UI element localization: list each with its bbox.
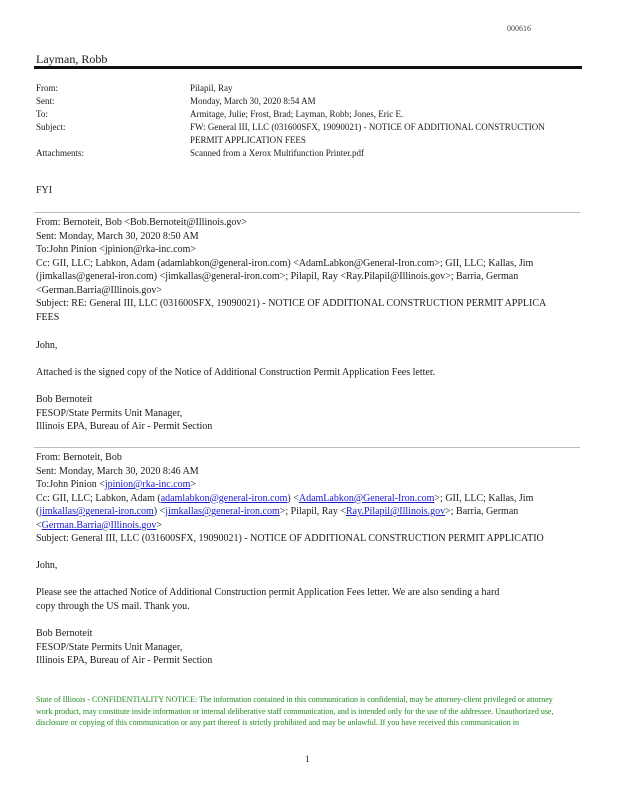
cc-text: >; Barria, German bbox=[445, 506, 519, 517]
cc-text: < bbox=[36, 519, 42, 531]
msg1-signature-title: FESOP/State Permits Unit Manager, bbox=[36, 407, 183, 419]
email-link[interactable]: AdamLabkon@General-Iron.com bbox=[298, 492, 435, 504]
msg2-signature-title: FESOP/State Permits Unit Manager, bbox=[36, 641, 183, 653]
msg2-cc-line2 bbox=[36, 505, 518, 519]
msg1-subject-line1: Subject: RE: General III, LLC (031600SFX, 19090021) - NOTICE OF ADDITIONAL CONSTRUCTION PERMIT APPLICA bbox=[36, 298, 547, 309]
email-link[interactable]: jimkallas@general-iron.com bbox=[39, 506, 154, 517]
mailbox-owner-name: Layman, Robb bbox=[36, 52, 108, 66]
sent-value: Monday, March 30, 2020 8:54 AM bbox=[190, 96, 316, 106]
attachment-file[interactable]: Scanned from a Xerox Multifunction Printer.pdf bbox=[190, 148, 364, 158]
email-link[interactable]: German.Barria@Illinois.gov bbox=[41, 519, 157, 531]
msg1-cc-line3: <German.Barria@Illinois.gov> bbox=[36, 284, 163, 296]
cc-text: >; GII, LLC; Kallas, Jim bbox=[434, 492, 534, 504]
msg2-body-line1: Please see the attached Notice of Additional Construction permit Application Fees letter. We are also sending a hard bbox=[36, 587, 500, 598]
email-link[interactable]: Ray.Pilapil@Illinois.gov bbox=[346, 506, 446, 517]
msg1-body: Attached is the signed copy of the Notice of Additional Construction Permit Application Fees letter. bbox=[36, 367, 436, 378]
confidentiality-notice: State of Illinois - CONFIDENTIALITY NOTICE: The information contained in this communication is confidential, may be attorney-client privileged or attorney work product, may constitute inside information or internal deliberative staff communication, and is intended only for the use of the addressee. Unauthorized use, disclosure or copying of this communication or any part thereof is strictly prohibited and may be unlawful. If you have received this communication in bbox=[36, 695, 554, 727]
to-value: Armitage, Julie; Frost, Brad; Layman, Robb; Jones, Eric E. bbox=[190, 109, 404, 119]
subject-value-line2: PERMIT APPLICATION FEES bbox=[190, 135, 306, 145]
message-separator bbox=[34, 447, 580, 448]
from-value: Pilapil, Ray bbox=[190, 83, 233, 93]
msg1-subject-line2: FEES bbox=[36, 311, 60, 323]
from-label: From: bbox=[36, 83, 59, 93]
msg2-body-line2: copy through the US mail. Thank you. bbox=[36, 600, 190, 612]
msg1-sent: Sent: Monday, March 30, 2020 8:50 AM bbox=[36, 230, 199, 242]
msg2-cc-line1 bbox=[36, 492, 533, 506]
msg2-sent: Sent: Monday, March 30, 2020 8:46 AM bbox=[36, 465, 199, 477]
msg2-to-suffix: > bbox=[190, 479, 197, 490]
to-label: To: bbox=[36, 109, 48, 119]
cc-text: ) < bbox=[153, 506, 166, 517]
email-link[interactable]: adamlabkon@general-iron.com bbox=[160, 492, 288, 504]
header-rule bbox=[34, 66, 582, 69]
msg2-signature-org: Illinois EPA, Bureau of Air - Permit Section bbox=[36, 655, 213, 666]
msg1-from: From: Bernoteit, Bob <Bob.Bernoteit@Illinois.gov> bbox=[36, 217, 248, 228]
cc-text: > bbox=[156, 519, 163, 531]
msg2-greeting: John, bbox=[36, 560, 58, 571]
cc-text: >; Pilapil, Ray < bbox=[279, 506, 347, 517]
msg1-to: To:John Pinion <jpinion@rka-inc.com> bbox=[36, 244, 197, 255]
msg2-to-prefix: To:John Pinion < bbox=[36, 479, 105, 490]
msg1-cc-line1: Cc: GII, LLC; Labkon, Adam (adamlabkon@general-iron.com) <AdamLabkon@General-Iron.com>; GII, LLC; Kallas, Jim bbox=[36, 257, 534, 269]
document-number: 000616 bbox=[507, 24, 531, 33]
page-number: 1 bbox=[305, 754, 310, 764]
email-link[interactable]: jimkallas@general-iron.com bbox=[165, 506, 280, 517]
attachments-label: Attachments: bbox=[36, 148, 84, 158]
msg2-from: From: Bernoteit, Bob bbox=[36, 452, 122, 463]
sent-label: Sent: bbox=[36, 96, 55, 106]
msg2-signature-name: Bob Bernoteit bbox=[36, 628, 93, 639]
email-link[interactable]: jpinion@rka-inc.com bbox=[104, 479, 191, 490]
msg2-to bbox=[36, 478, 196, 492]
subject-label: Subject: bbox=[36, 122, 66, 132]
msg1-signature-org: Illinois EPA, Bureau of Air - Permit Section bbox=[36, 421, 213, 432]
fyi-text: FYI bbox=[36, 185, 53, 196]
msg2-cc-line3 bbox=[36, 519, 162, 533]
cc-text: Cc: GII, LLC; Labkon, Adam ( bbox=[36, 492, 161, 504]
subject-value-line1: FW: General III, LLC (031600SFX, 19090021) - NOTICE OF ADDITIONAL CONSTRUCTION bbox=[190, 122, 545, 132]
message-separator bbox=[34, 212, 580, 213]
msg1-signature-name: Bob Bernoteit bbox=[36, 394, 93, 405]
msg1-greeting: John, bbox=[36, 340, 58, 351]
msg2-subject: Subject: General III, LLC (031600SFX, 19090021) - NOTICE OF ADDITIONAL CONSTRUCTION PERMIT APPLICATIO bbox=[36, 533, 544, 544]
msg1-cc-line2: (jimkallas@general-iron.com) <jimkallas@general-iron.com>; Pilapil, Ray <Ray.Pilapil@Illinois.gov>; Barria, German bbox=[36, 271, 519, 282]
cc-text: ) < bbox=[287, 492, 299, 504]
cc-text: ( bbox=[36, 506, 40, 517]
